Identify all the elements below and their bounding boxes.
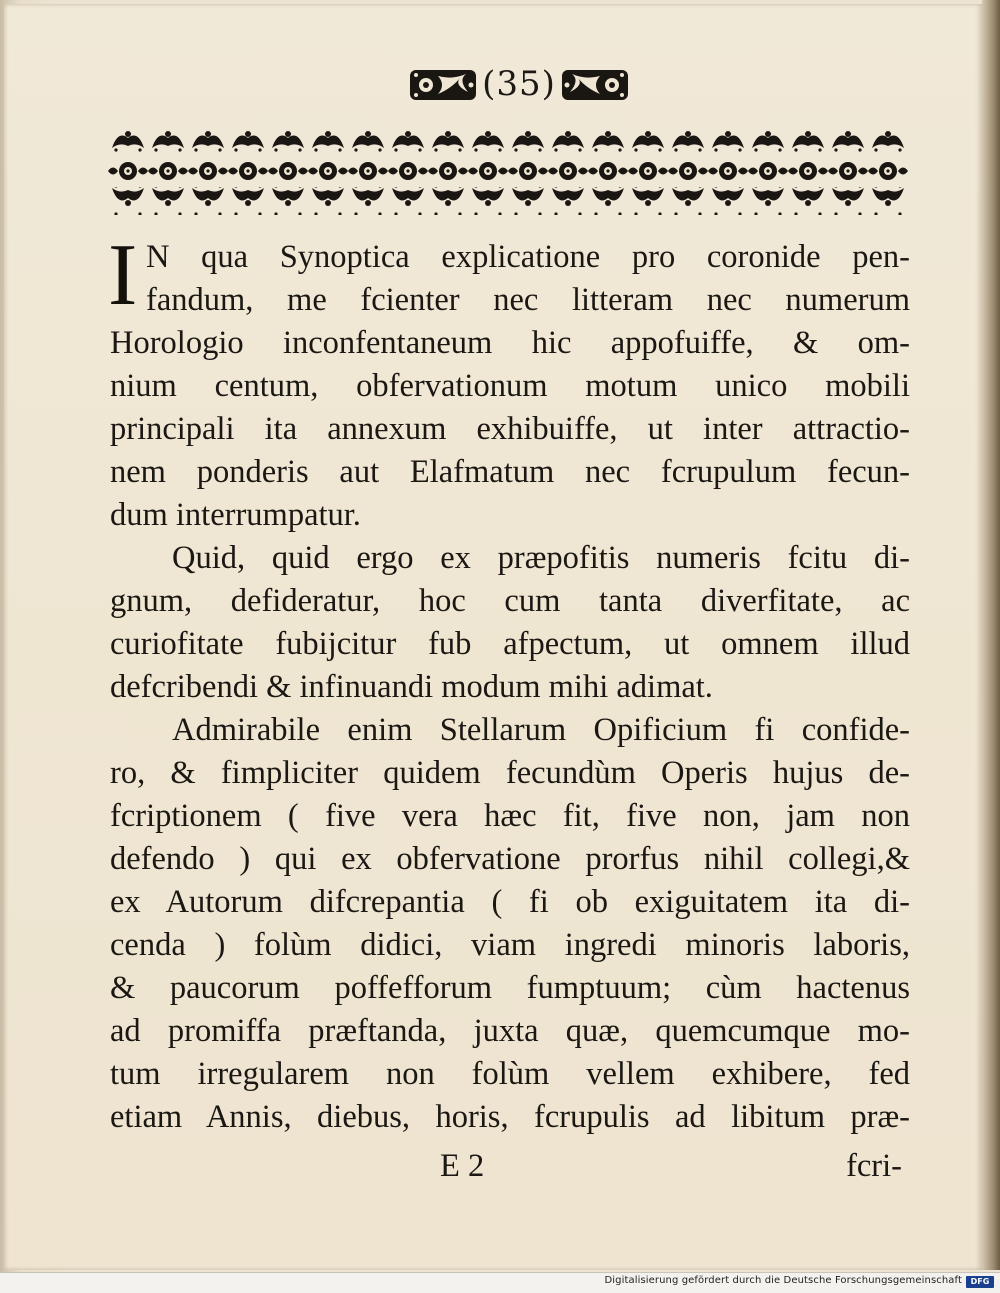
- text-line: defcribendi & infinuandi modum mihi adimat.: [110, 669, 713, 705]
- text-line: Quid, quid ergo ex præpofitis numeris fcitu di-: [172, 540, 910, 576]
- body-text: [108, 227, 910, 1139]
- text-line: ad promiffa præftanda, juxta quæ, quemcumque mo-: [110, 1013, 910, 1049]
- funding-credit: Digitalisierung gefördert durch die Deutsche Forschungsgemeinschaft: [604, 1275, 962, 1286]
- text-line: Horologio inconfentaneum hic appofuiffe, & om-: [110, 325, 910, 361]
- text-line: dum interrumpatur.: [110, 497, 361, 533]
- ornamental-border-band: [108, 126, 908, 216]
- page-number: (35): [482, 64, 556, 104]
- text-line: Admirabile enim Stellarum Opificium fi confide-: [172, 712, 910, 748]
- text-line: fandum, me fcienter nec litteram nec numerum: [146, 282, 910, 318]
- text-line: ro, & fimpliciter quidem fecundùm Operis hujus de-: [110, 755, 910, 791]
- text-line: nem ponderis aut Elafmatum nec fcrupulum fecun-: [110, 454, 910, 490]
- page-edge-shadow: [982, 0, 1000, 1270]
- text-line: curiofitate fubijcitur fub afpectum, ut omnem illud: [110, 626, 910, 662]
- page-header: [400, 62, 630, 108]
- drop-cap: I: [108, 227, 138, 324]
- text-line: ex Autorum difcrepantia ( fi ob exiguitatem ita di-: [110, 884, 910, 920]
- catchword: fcri-: [846, 1148, 902, 1184]
- page-foot: [110, 1144, 910, 1188]
- text-line: fcriptionem ( five vera hæc fit, five non, jam non: [110, 798, 910, 834]
- dfg-logo: DFG: [966, 1276, 994, 1288]
- text-line: N qua Synoptica explicatione pro coronide pen-: [146, 239, 910, 275]
- text-line: principali ita annexum exhibuiffe, ut inter attractio-: [110, 411, 910, 447]
- left-fleuron-icon: [408, 66, 478, 104]
- text-line: nium centum, obfervationum motum unico mobili: [110, 368, 910, 404]
- text-line: tum irregularem non folùm vellem exhibere, fed: [110, 1056, 910, 1092]
- text-line: & paucorum poffefforum fumptuum; cùm hactenus: [110, 970, 910, 1006]
- text-line: defendo ) qui ex obfervatione prorfus nihil collegi,&: [110, 841, 910, 877]
- text-line: gnum, defideratur, hoc cum tanta diverfitate, ac: [110, 583, 910, 619]
- right-fleuron-icon: [560, 66, 630, 104]
- text-line: cenda ) folùm didici, viam ingredi minoris laboris,: [110, 927, 910, 963]
- text-line: etiam Annis, diebus, horis, fcrupulis ad libitum præ-: [110, 1099, 910, 1135]
- signature-mark: E 2: [440, 1148, 485, 1184]
